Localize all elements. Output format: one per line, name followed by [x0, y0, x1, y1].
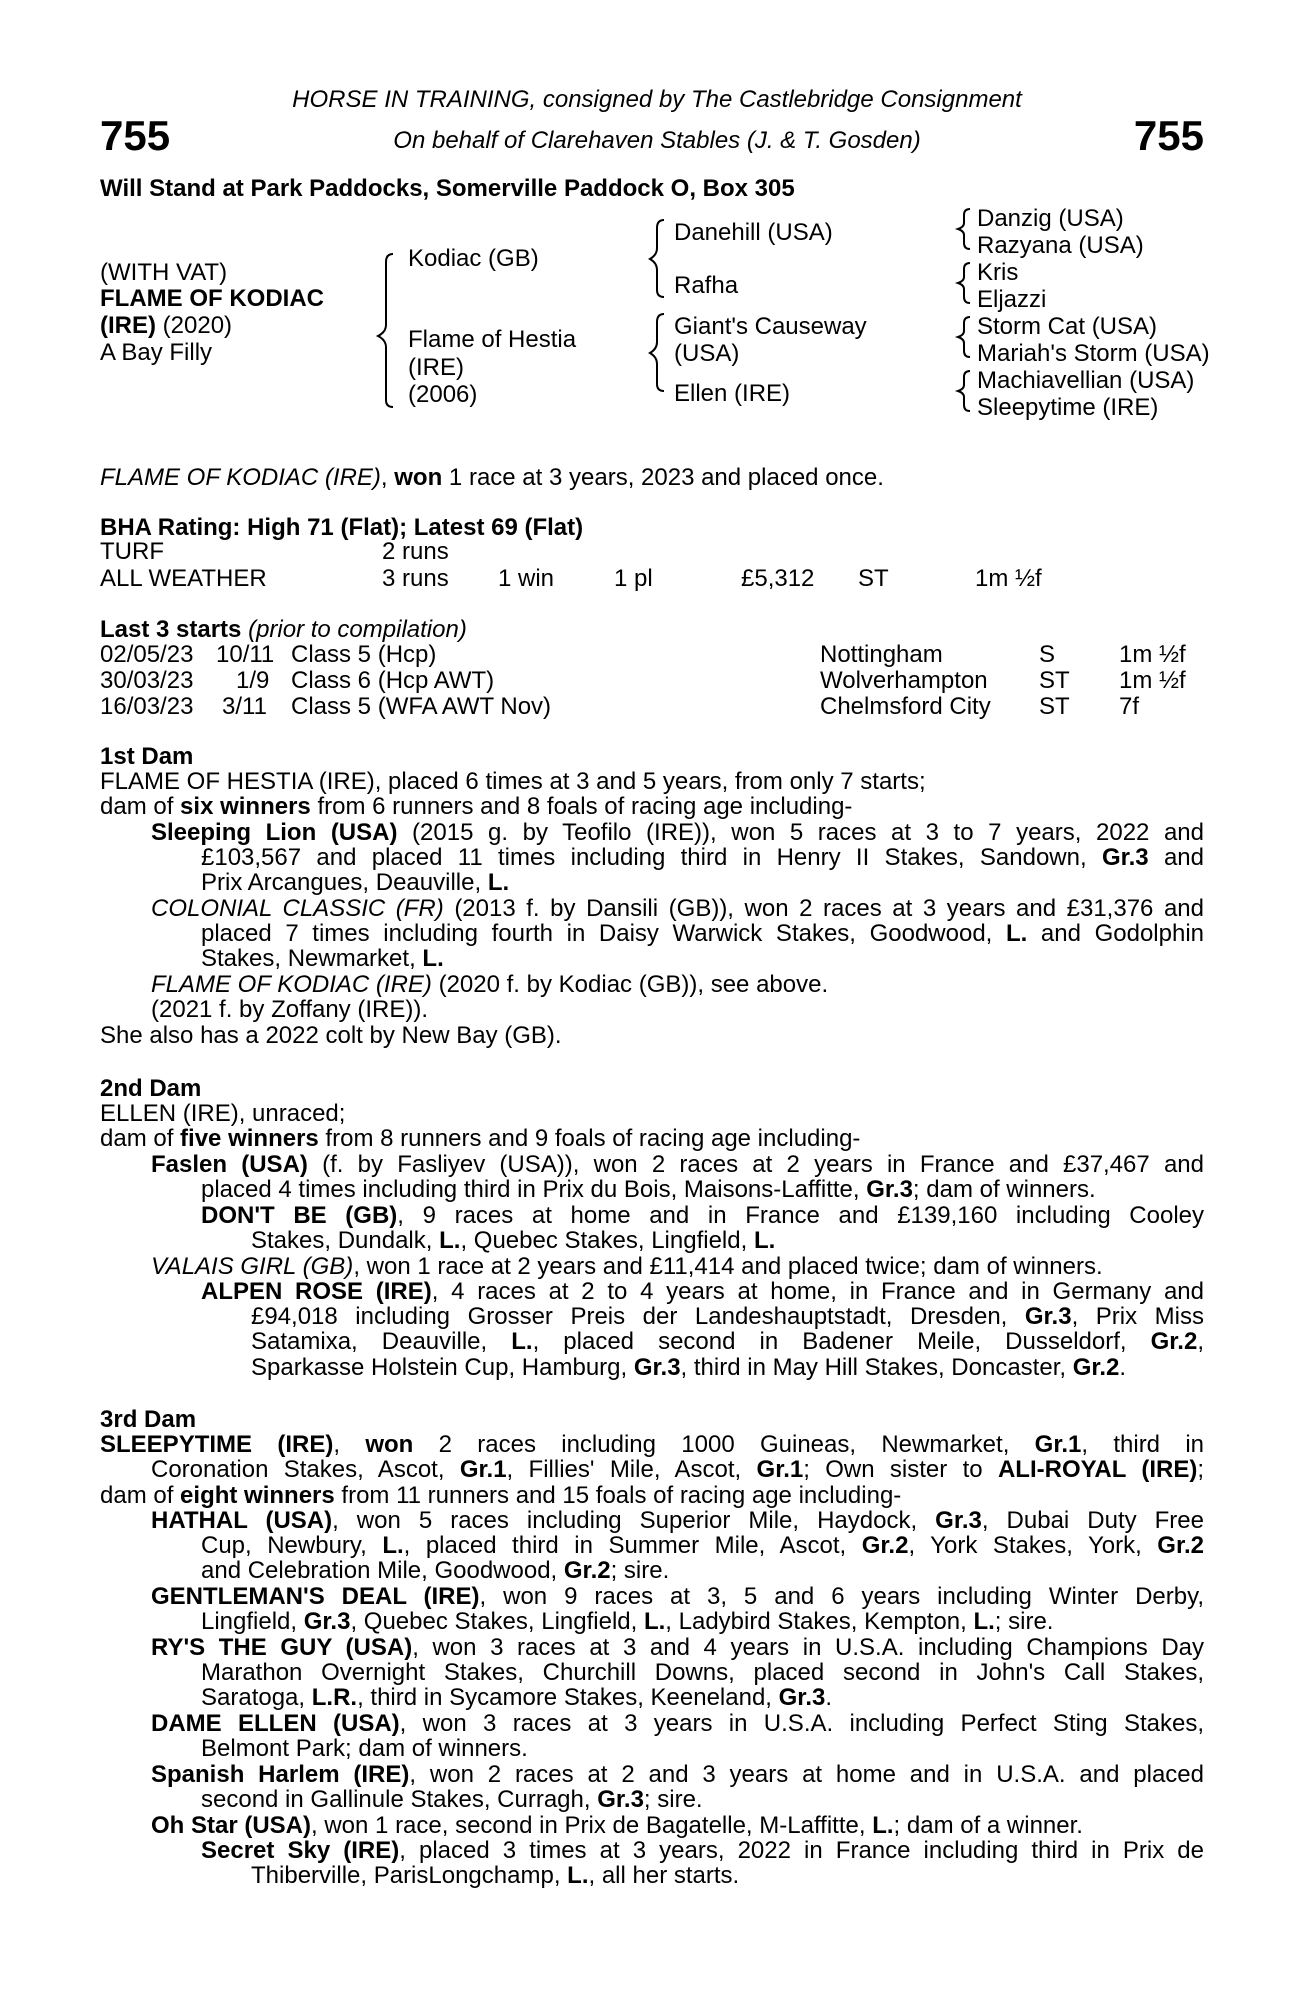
pedigree-sss: Danzig (USA) [977, 205, 1124, 232]
second-dam-progeny: Faslen (USA) (f. by Fasliyev (USA)), won 2 races at 2 years in France and £37,467 and [151, 1151, 1204, 1178]
pedigree-dam-dam: Ellen (IRE) [674, 380, 791, 407]
start-distance: 7f [1119, 693, 1140, 720]
bha-rating: BHA Rating: High 71 (Flat); Latest 69 (Flat) [100, 514, 584, 541]
aw-runs: 3 runs [382, 565, 449, 592]
third-dam-progeny-5: Spanish Harlem (IRE), won 2 races at 2 and 3 years at home and in U.S.A. and placed [151, 1761, 1204, 1788]
second-dam-grandprogeny-2: ALPEN ROSE (IRE), 4 races at 2 to 4 years at home, in France and in Germany and [201, 1278, 1204, 1305]
aw-going: ST [858, 565, 889, 592]
start-course: Chelmsford City [820, 693, 991, 720]
start-position: 10/11 [216, 641, 275, 668]
pedigree-dam-sire-l2: (USA) [674, 340, 740, 367]
pedigree-ssd: Razyana (USA) [977, 232, 1144, 259]
race-summary: FLAME OF KODIAC (IRE), won 1 race at 3 years, 2023 and placed once. [100, 464, 884, 491]
lot-number-left: 755 [100, 112, 171, 159]
horse-description: A Bay Filly [100, 339, 213, 366]
start-going: S [1039, 641, 1056, 668]
aw-distance: 1m ½f [975, 565, 1042, 592]
start-date: 02/05/23 [100, 641, 194, 668]
start-position: 3/11 [222, 693, 267, 720]
start-date: 16/03/23 [100, 693, 194, 720]
start-class: Class 5 (Hcp) [291, 641, 437, 668]
pedigree-sdd: Eljazzi [977, 286, 1047, 313]
third-dam-progeny-1: HATHAL (USA), won 5 races including Superior Mile, Haydock, Gr.3, Dubai Duty Free [151, 1507, 1204, 1534]
second-dam-section: ELLEN (IRE), unraced; dam of five winners from 8 runners and 9 foals of racing age including- [100, 1100, 861, 1153]
third-dam-progeny-2-cont: Lingfield, Gr.3, Quebec Stakes, Lingfield, L., Ladybird Stakes, Kempton, L.; sire. [201, 1608, 1054, 1635]
aw-wins: 1 win [498, 565, 555, 592]
start-distance: 1m ½f [1119, 667, 1186, 694]
pedigree-sire: Kodiac (GB) [408, 245, 539, 272]
start-position: 1/9 [236, 667, 270, 694]
vat-status: (WITH VAT) [100, 259, 228, 286]
second-dam-progeny-cont: placed 4 times including third in Prix du Bois, Maisons-Laffitte, Gr.3; dam of winners. [201, 1176, 1096, 1203]
turf-row: TURF [100, 538, 164, 565]
pedigree-ddd: Sleepytime (IRE) [977, 394, 1159, 421]
second-dam-grandprogeny: DON'T BE (GB), 9 races at home and in France and £139,160 including Cooley [201, 1202, 1205, 1229]
pedigree-dss: Storm Cat (USA) [977, 313, 1158, 340]
pedigree-dam-l2: (IRE) [408, 354, 464, 381]
horse-name: FLAME OF KODIAC [100, 285, 324, 312]
start-course: Wolverhampton [820, 667, 988, 694]
pedigree-dsd: Mariah's Storm (USA) [977, 340, 1210, 367]
pedigree-sire-sire: Danehill (USA) [674, 219, 833, 246]
consignor-line: HORSE IN TRAINING, consigned by The Castlebridge Consignment [292, 86, 1022, 113]
first-dam-progeny-cont: £103,567 and placed 11 times including third in Henry II Stakes, Sandown, Gr.3 and Prix Arcangues, Deauville, L. [201, 844, 1204, 897]
pedigree-sire-dam: Rafha [674, 272, 739, 299]
start-class: Class 6 (Hcp AWT) [291, 667, 495, 694]
third-dam-section-cont: Coronation Stakes, Ascot, Gr.1, Fillies' Mile, Ascot, Gr.1; Own sister to ALI-ROYAL (IRE); [151, 1456, 1204, 1483]
third-dam-progeny-4-cont: Belmont Park; dam of winners. [201, 1735, 528, 1762]
third-dam-progeny-1-cont: Cup, Newbury, L., placed third in Summer Mile, Ascot, Gr.2, York Stakes, York, Gr.2 and Celebration Mile, Goodwood, Gr.2; sire. [201, 1532, 1204, 1585]
start-date: 30/03/23 [100, 667, 194, 694]
third-dam-heading: 3rd Dam [100, 1406, 197, 1433]
second-dam-grandprogeny-cont: Stakes, Dundalk, L., Quebec Stakes, Lingfield, L. [251, 1227, 776, 1254]
start-going: ST [1039, 667, 1070, 694]
third-dam-grandprogeny-cont: Thiberville, ParisLongchamp, L., all her starts. [251, 1862, 740, 1889]
first-dam-progeny-2-cont: placed 7 times including fourth in Daisy Warwick Stakes, Goodwood, L. and Godolphin Stakes, Newmarket, L. [201, 920, 1204, 973]
pedigree-dam-sire-l1: Giant's Causeway [674, 313, 867, 340]
third-dam-progeny-3: RY'S THE GUY (USA), won 3 races at 3 and 4 years in U.S.A. including Champions Day [151, 1634, 1204, 1661]
first-dam-heading: 1st Dam [100, 743, 194, 770]
first-dam-note: She also has a 2022 colt by New Bay (GB). [100, 1022, 562, 1049]
pedigree-dam-l1: Flame of Hestia [408, 326, 577, 353]
aw-label: ALL WEATHER [100, 565, 267, 592]
start-class: Class 5 (WFA AWT Nov) [291, 693, 552, 720]
second-dam-grandprogeny-2-cont: £94,018 including Grosser Preis der Landeshauptstadt, Dresden, Gr.3, Prix Miss Satamixa, Deauville, L., placed second in Badener Meile, Dusseldorf, Gr.2, Sparkasse Holstein Cup, Hamburg, Gr.3, third in May Hill Stakes, Doncaster, Gr.2. [251, 1303, 1204, 1381]
first-dam-progeny: Sleeping Lion (USA) (2015 g. by Teofilo (IRE)), won 5 races at 3 to 7 years, 2022 and [151, 819, 1205, 846]
pedigree-dds: Machiavellian (USA) [977, 367, 1195, 394]
first-dam-progeny-2: COLONIAL CLASSIC (FR) (2013 f. by Dansili (GB)), won 2 races at 3 years and £31,376 and [151, 895, 1205, 922]
start-going: ST [1039, 693, 1070, 720]
horse-suffix-year: (IRE) (2020) [100, 312, 233, 339]
start-distance: 1m ½f [1119, 641, 1186, 668]
third-dam-progeny-4: DAME ELLEN (USA), won 3 races at 3 years in U.S.A. including Perfect Sting Stakes, [151, 1710, 1205, 1737]
first-dam-section: FLAME OF HESTIA (IRE), placed 6 times at 3 and 5 years, from only 7 starts; dam of six winners from 6 runners and 8 foals of racing age including- [100, 768, 926, 821]
third-dam-summary: dam of eight winners from 11 runners and 15 foals of racing age including- [100, 1482, 902, 1509]
lot-number-right: 755 [1133, 112, 1204, 159]
second-dam-progeny-2: VALAIS GIRL (GB), won 1 race at 2 years and £11,414 and placed twice; dam of winners. [151, 1253, 1103, 1280]
aw-earnings: £5,312 [741, 565, 815, 592]
aw-placed: 1 pl [614, 565, 653, 592]
third-dam-progeny-3-cont: Marathon Overnight Stakes, Churchill Downs, placed second in John's Call Stakes, Saratoga, L.R., third in Sycamore Stakes, Keeneland, Gr.3. [201, 1659, 1204, 1712]
pedigree-sds: Kris [977, 259, 1019, 286]
third-dam-progeny-6: Oh Star (USA), won 1 race, second in Prix de Bagatelle, M-Laffitte, L.; dam of a winner. [151, 1812, 1083, 1839]
turf-runs: 2 runs [382, 538, 449, 565]
stand-location: Will Stand at Park Paddocks, Somerville Paddock O, Box 305 [100, 175, 795, 202]
pedigree-dam-l3: (2006) [408, 381, 478, 408]
third-dam-grandprogeny: Secret Sky (IRE), placed 3 times at 3 years, 2022 in France including third in Prix de [201, 1837, 1204, 1864]
third-dam-progeny-5-cont: second in Gallinule Stakes, Curragh, Gr.3; sire. [201, 1786, 703, 1813]
second-dam-heading: 2nd Dam [100, 1075, 202, 1102]
third-dam-progeny-2: GENTLEMAN'S DEAL (IRE), won 9 races at 3, 5 and 6 years including Winter Derby, [151, 1583, 1205, 1610]
third-dam-section: SLEEPYTIME (IRE), won 2 races including 1000 Guineas, Newmarket, Gr.1, third in [100, 1431, 1205, 1458]
start-course: Nottingham [820, 641, 943, 668]
first-dam-progeny-3: FLAME OF KODIAC (IRE) (2020 f. by Kodiac (GB)), see above. (2021 f. by Zoffany (IRE)). [151, 971, 829, 1024]
last-starts-title: Last 3 starts (prior to compilation) [100, 616, 467, 643]
behalf-line: On behalf of Clarehaven Stables (J. & T. Gosden) [393, 127, 921, 154]
